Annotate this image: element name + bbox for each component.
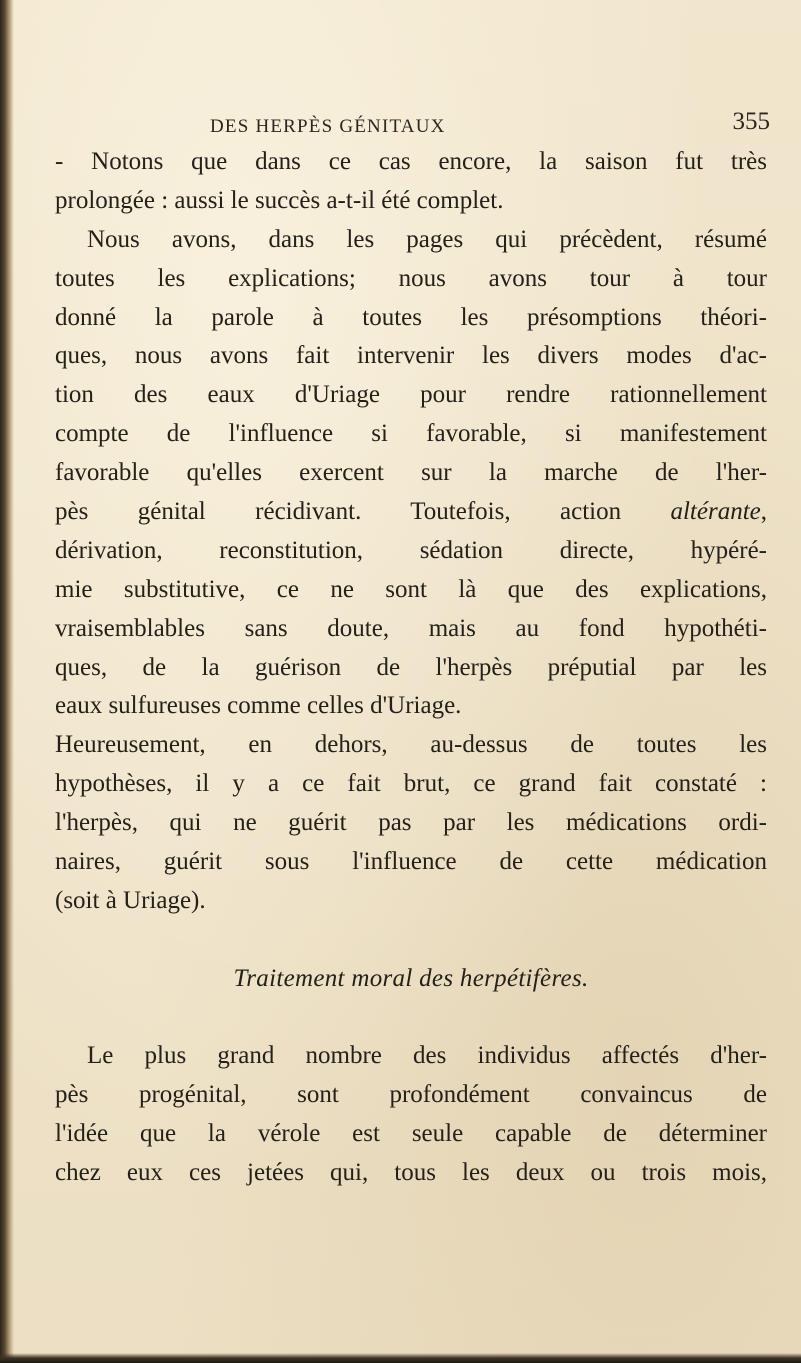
text-line: dérivation, reconstitution, sédation directe, hypéré-: [55, 536, 767, 564]
running-head: [210, 108, 770, 144]
text-line: l'idée que la vérole est seule capable de déterminer: [55, 1120, 767, 1148]
page-number: 355: [732, 108, 770, 135]
section-spacing: [55, 921, 767, 960]
text-line: donné la parole à toutes les présomptions théori-: [55, 303, 767, 331]
text-line: Heureusement, en dehors, au-dessus de toutes les: [55, 731, 767, 759]
text-line: (soit à Uriage).: [55, 886, 206, 914]
section-spacing: [55, 999, 767, 1038]
emphasized-word: altérante: [670, 498, 761, 526]
text-line: eaux sulfureuses comme celles d'Uriage.: [55, 692, 462, 720]
text-line: compte de l'influence si favorable, si manifestement: [55, 420, 767, 448]
text-line: chez eux ces jetées qui, tous les deux ou trois mois,: [55, 1159, 767, 1187]
text-line: hypothèses, il y a ce fait brut, ce grand fait constaté :: [55, 770, 767, 798]
text-line: Nous avons, dans les pages qui précèdent, résumé: [87, 225, 767, 253]
text-line: ques, nous avons fait intervenir les divers modes d'ac-: [55, 342, 767, 370]
text-line: vraisemblables sans doute, mais au fond hypothéti-: [55, 614, 767, 642]
book-spine-shadow: [0, 0, 14, 1363]
text-line: naires, guérit sous l'influence de cette médication: [55, 848, 767, 876]
text-line: Le plus grand nombre des individus affectés d'her-: [87, 1042, 767, 1070]
text-line: - Notons que dans ce cas encore, la saison fut très: [55, 148, 767, 175]
text-line: l'herpès, qui ne guérit pas par les médications ordi-: [55, 809, 767, 837]
text-line: toutes les explications; nous avons tour à tour: [55, 264, 767, 292]
text-line: mie substitutive, ce ne sont là que des explications,: [55, 575, 767, 603]
running-title: DES HERPÈS GÉNITAUX: [210, 116, 446, 137]
text-line: prolongée : aussi le succès a-t-il été complet.: [55, 186, 504, 214]
text-line: ques, de la guérison de l'herpès préputial par les: [55, 653, 767, 681]
page-bottom-edge: [0, 1353, 801, 1363]
text-line-with-emphasis: [55, 493, 767, 532]
body-text: [55, 143, 767, 1193]
text-run: pès génital récidivant. Toutefois, action: [55, 498, 671, 526]
text-line: pès progénital, sont profondément convaincus de: [55, 1081, 767, 1109]
section-title: Traitement moral des herpétifères.: [233, 964, 589, 992]
text-line: favorable qu'elles exercent sur la marche de l'her-: [55, 459, 767, 487]
text-line: tion des eaux d'Uriage pour rendre rationnellement: [55, 381, 767, 409]
text-run: ,: [760, 498, 767, 526]
